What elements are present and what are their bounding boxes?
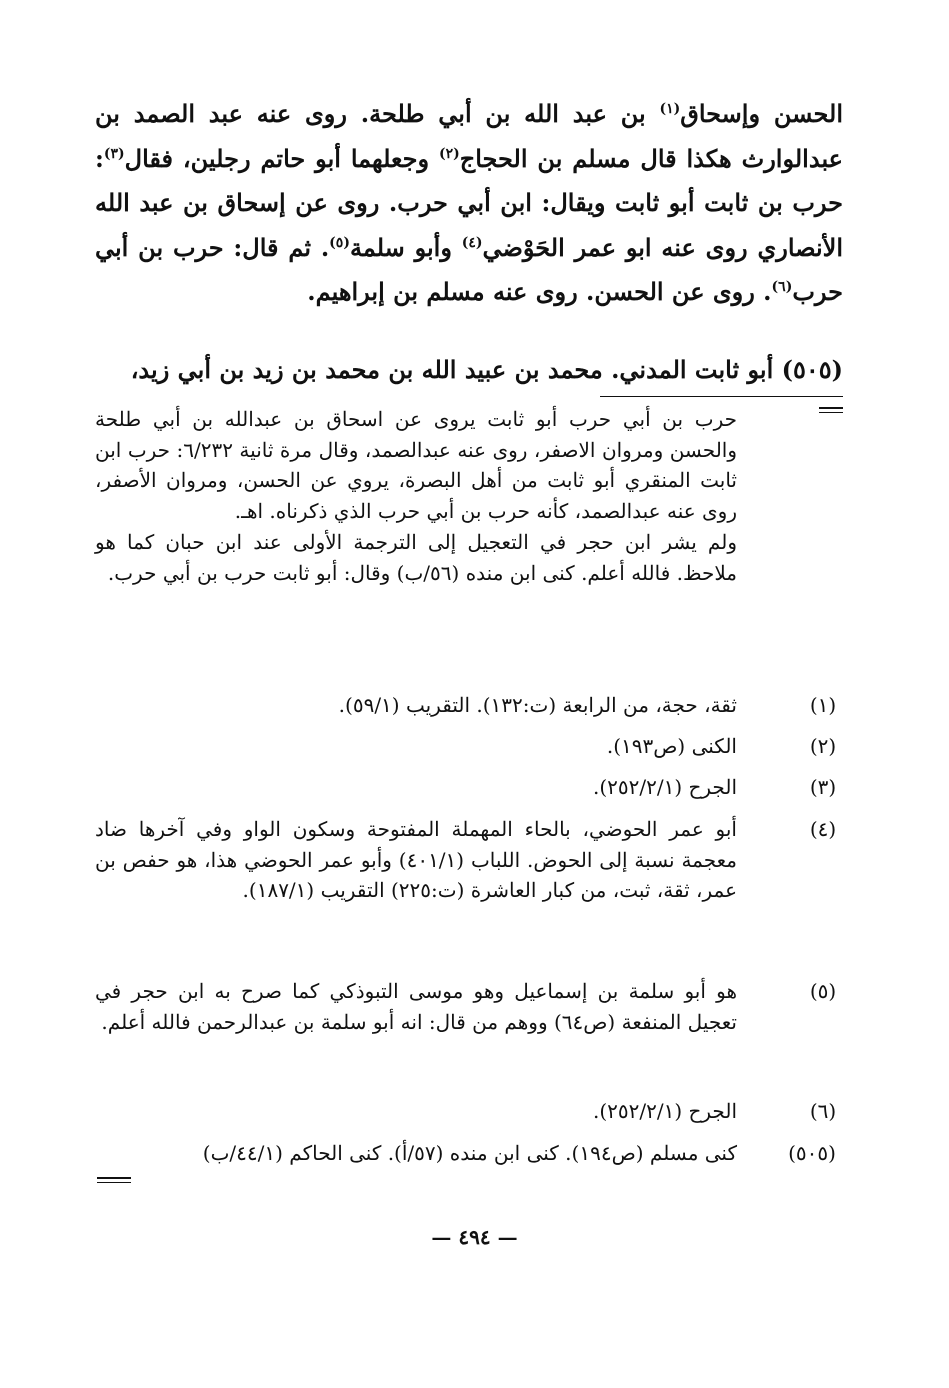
footnote-text: أبو عمر الحوضي، بالحاء المهملة المفتوحة وسكون الواو وفي آخرها ضاد معجمة نسبة إلى الحوض. اللباب (٤٠١/١) وأبو عمر الحوضي هذا، هو حفص بن عمر، ثقة، ثبت، من كبار العاشرة (ت:٢٢٥) التقريب (١٨٧/١). bbox=[95, 817, 737, 903]
footnote-text: الجرح (٢٥٢/٢/١). bbox=[592, 1099, 737, 1123]
footnote-text: الجرح (٢٥٢/٢/١). bbox=[592, 775, 737, 799]
main-text-segment: . ثم قال: حرب بن أبي حرب bbox=[95, 232, 843, 306]
footnote-number: (١) bbox=[809, 693, 837, 717]
footnote-text: الكنى (ص١٩٣). bbox=[606, 734, 737, 758]
main-text-segment: . روى عن الحسن. روى عنه مسلم بن إبراهيم. bbox=[307, 277, 772, 306]
main-text-segment: الحسن وإسحاق bbox=[680, 99, 843, 128]
footnote-number: (٦) bbox=[809, 1099, 837, 1123]
footnote-505 bbox=[95, 1138, 843, 1169]
main-text-segment: بن عبد الله بن أبي طلحة. روى عنه عبد الصمد بن عبدالوارث هكذا قال مسلم بن الحجاج bbox=[95, 99, 843, 173]
footnote-2 bbox=[95, 731, 843, 762]
entry-505-text: (٥٠٥) أبو ثابت المدني. محمد بن عبيد الله بن محمد بن زيد بن أبي زيد، bbox=[130, 355, 843, 384]
footnote-4 bbox=[95, 814, 843, 939]
entry-505-heading bbox=[95, 350, 843, 390]
continuation-mark bbox=[819, 404, 843, 420]
footnote-3 bbox=[95, 772, 843, 803]
footnote-text: ثقة، حجة، من الرابعة (ت:١٣٢). التقريب (٥٩/١). bbox=[338, 693, 737, 717]
main-text-segment: وجعلهما أبو حاتم رجلين، فقال bbox=[124, 143, 439, 173]
main-text-segment: وأبو سلمة bbox=[349, 232, 462, 262]
footnote-6 bbox=[95, 1096, 843, 1127]
footnote-text: كنى مسلم (ص١٩٤). كنى ابن منده (٥٧/أ). كنى الحاكم (٤٤/١/ب) bbox=[202, 1141, 737, 1165]
main-text-segment: : حرب بن ثابت أبو ثابت ويقال: ابن أبي حرب. روى عن إسحاق بن عبد الله الأنصاري روى عنه ابو عمر الحَوْضي bbox=[95, 143, 843, 262]
footnote-1 bbox=[95, 690, 843, 721]
footnote-number: (٥٠٥) bbox=[788, 1141, 836, 1165]
footnote-continuation-paragraph: حرب بن أبي حرب أبو ثابت يروى عن اسحاق بن عبدالله بن أبي طلحة والحسن ومروان الاصفر، روى عنه عبدالصمد، وقال مرة ثانية ٦/٢٣٢: حرب ابن ثابت المنقري أبو ثابت من أهل البصرة، يروي عن الحسن، ومروان الأصفر، روى عنه عبدالصمد، كأنه حرب بن أبي حرب الذي ذكرناه. اهـ. bbox=[95, 407, 737, 524]
footnote-number: (٣) bbox=[809, 775, 837, 799]
footnote-ref-2[interactable]: (٢) bbox=[438, 145, 460, 162]
main-paragraph bbox=[95, 92, 843, 315]
footnote-ref-3[interactable]: (٣) bbox=[103, 145, 125, 162]
footnote-continuation bbox=[95, 404, 737, 588]
footnote-ref-5[interactable]: (٥) bbox=[329, 234, 350, 251]
footnote-number: (٤) bbox=[809, 817, 837, 841]
footnote-ref-6[interactable]: (٦) bbox=[771, 279, 793, 295]
footnote-number: (٥) bbox=[809, 979, 837, 1003]
footnote-separator bbox=[600, 396, 843, 397]
footnote-continuation-paragraph: ولم يشر ابن حجر في التعجيل إلى الترجمة الأولى عند ابن حبان كما هو ملاحظ. فالله أعلم. كنى ابن منده (٥٦/ب) وقال: أبو ثابت حرب بن أبي حرب. bbox=[95, 529, 737, 585]
page-number: — ٤٩٤ — bbox=[431, 1225, 518, 1249]
footnote-text: هو أبو سلمة بن إسماعيل وهو موسى التبوذكي كما صرح به ابن حجر في تعجيل المنفعة (ص٦٤) ووهم من قال: انه أبو سلمة بن عبدالرحمن فالله أعلم. bbox=[95, 979, 737, 1034]
footnote-number: (٢) bbox=[809, 734, 837, 758]
footnote-5 bbox=[95, 976, 843, 1070]
footnote-ref-1[interactable]: (١) bbox=[659, 101, 681, 117]
footnote-ref-4[interactable]: (٤) bbox=[461, 234, 483, 251]
main-text-block bbox=[95, 92, 843, 315]
continued-mark bbox=[97, 1174, 131, 1186]
